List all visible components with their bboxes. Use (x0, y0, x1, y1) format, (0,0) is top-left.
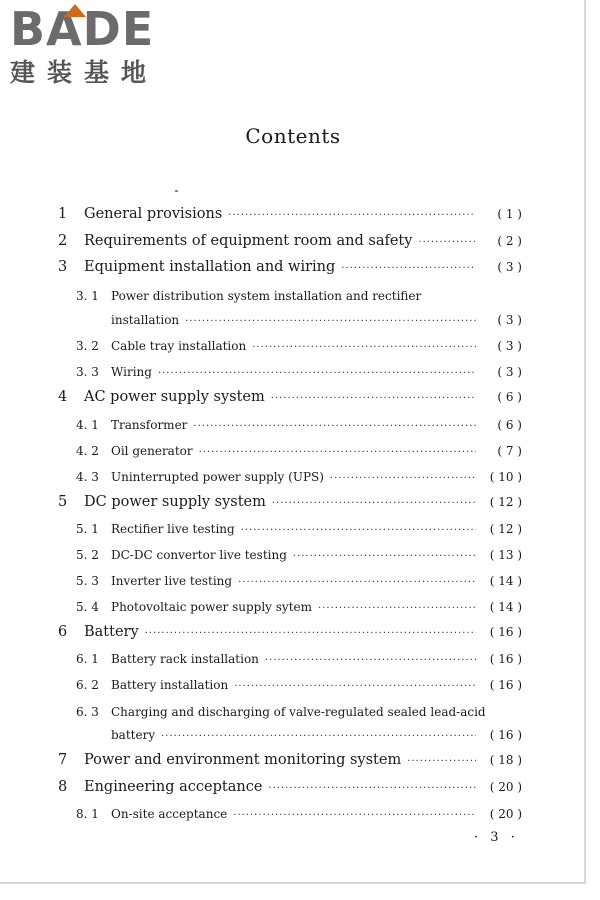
entry-label: Inverter live testing (111, 574, 233, 588)
dot-leader (265, 655, 476, 666)
entry-label: Equipment installation and wiring (84, 259, 336, 275)
entry-label-line1: Charging and discharging of valve-regulated sealed lead-acid (111, 705, 486, 719)
entry-number: 6. 2 (76, 678, 99, 692)
entry-number: 4. 3 (76, 470, 99, 484)
entry-label: Cable tray installation (111, 339, 247, 353)
dot-leader (341, 263, 476, 274)
dot-leader (318, 603, 476, 614)
toc-entry-3-1-line1[interactable] (76, 289, 522, 303)
entry-number: 3. 2 (76, 339, 99, 353)
toc-entry-4-2[interactable] (76, 444, 522, 458)
toc-entry-4-1[interactable] (76, 418, 522, 432)
entry-page: ( 16 ) (489, 625, 522, 639)
entry-number: 3. 3 (76, 365, 99, 379)
toc-entry-6-3-line1[interactable] (76, 705, 522, 719)
toc-entry-3-2[interactable] (76, 339, 522, 353)
entry-number: 5. 3 (76, 574, 99, 588)
entry-number: 6. 3 (76, 705, 99, 719)
entry-number: 5. 2 (76, 548, 99, 562)
toc-entry-6-3[interactable] (76, 728, 522, 742)
dot-leader (228, 210, 476, 221)
toc-entry-4[interactable] (58, 389, 522, 405)
entry-page: ( 3 ) (497, 260, 522, 274)
toc-entry-6[interactable] (58, 624, 522, 640)
logo-word: BADE (10, 2, 155, 56)
toc-entry-3-3[interactable] (76, 365, 522, 379)
entry-label: Power and environment monitoring system (84, 752, 402, 768)
entry-number: 4. 2 (76, 444, 99, 458)
entry-page: ( 14 ) (489, 600, 522, 614)
dot-leader (268, 783, 476, 794)
toc-entry-3[interactable] (58, 259, 522, 275)
toc-entry-5-3[interactable] (76, 574, 522, 588)
entry-page: ( 20 ) (489, 807, 522, 821)
toc-entry-2[interactable] (58, 233, 522, 249)
dot-leader (252, 342, 476, 353)
entry-page: ( 6 ) (497, 390, 522, 404)
toc-entry-7[interactable] (58, 752, 522, 768)
entry-label: On-site acceptance (111, 807, 228, 821)
entry-page: ( 16 ) (489, 678, 522, 692)
entry-number: 5. 4 (76, 600, 99, 614)
dot-leader (193, 421, 476, 432)
entry-number: 6. 1 (76, 652, 99, 666)
dot-leader (272, 498, 476, 509)
entry-page: ( 1 ) (497, 207, 522, 221)
dot-leader (234, 681, 476, 692)
entry-page: ( 12 ) (489, 495, 522, 509)
entry-number: 7 (58, 752, 68, 768)
entry-label: Wiring (111, 365, 152, 379)
entry-page: ( 13 ) (489, 548, 522, 562)
entry-label-line1: Power distribution system installation and rectifier (111, 289, 422, 303)
entry-label: AC power supply system (84, 389, 265, 405)
entry-page: ( 14 ) (489, 574, 522, 588)
entry-page: ( 16 ) (489, 728, 522, 742)
entry-page: ( 6 ) (497, 418, 522, 432)
toc-entry-1[interactable] (58, 206, 522, 222)
entry-page: ( 20 ) (489, 780, 522, 794)
entry-page: ( 3 ) (497, 313, 522, 327)
dot-leader (233, 810, 476, 821)
entry-page: ( 16 ) (489, 652, 522, 666)
entry-label: DC power supply system (84, 494, 266, 510)
dot-leader (185, 316, 476, 327)
entry-label: Transformer (111, 418, 188, 432)
entry-number: 5 (58, 494, 68, 510)
entry-label: Battery rack installation (111, 652, 259, 666)
toc-entry-5[interactable] (58, 494, 522, 510)
logo-accent-icon (64, 4, 86, 17)
stray-mark (175, 190, 178, 192)
dot-leader (161, 731, 476, 742)
entry-label: Photovoltaic power supply sytem (111, 600, 313, 614)
dot-leader (330, 473, 476, 484)
dot-leader (293, 551, 476, 562)
page-title: Contents (245, 124, 341, 148)
toc-entry-8-1[interactable] (76, 807, 522, 821)
entry-page: ( 7 ) (497, 444, 522, 458)
entry-label: Requirements of equipment room and safety (84, 233, 413, 249)
entry-page: ( 2 ) (497, 234, 522, 248)
dot-leader (418, 237, 476, 248)
dot-leader (145, 628, 476, 639)
toc-entry-4-3[interactable] (76, 470, 522, 484)
bade-logo (10, 4, 158, 88)
entry-number: 4 (58, 389, 68, 405)
entry-label: General provisions (84, 206, 223, 222)
entry-label: installation (111, 313, 180, 327)
entry-label: Rectifier live testing (111, 522, 235, 536)
entry-number: 8. 1 (76, 807, 99, 821)
entry-label: Uninterrupted power supply (UPS) (111, 470, 324, 484)
dot-leader (271, 393, 476, 404)
toc-entry-8[interactable] (58, 779, 522, 795)
entry-number: 1 (58, 206, 68, 222)
dot-leader (407, 756, 476, 767)
entry-label: DC-DC convertor live testing (111, 548, 287, 562)
entry-number: 3. 1 (76, 289, 99, 303)
entry-number: 2 (58, 233, 68, 249)
toc-entry-6-1[interactable] (76, 652, 522, 666)
entry-label: Battery installation (111, 678, 229, 692)
dot-leader (158, 368, 476, 379)
toc-entry-5-4[interactable] (76, 600, 522, 614)
dot-leader (241, 525, 476, 536)
entry-label: Engineering acceptance (84, 779, 263, 795)
entry-number: 8 (58, 779, 68, 795)
toc-entry-3-1[interactable] (76, 313, 522, 327)
entry-number: 5. 1 (76, 522, 99, 536)
entry-number: 4. 1 (76, 418, 99, 432)
toc-entry-5-1[interactable] (76, 522, 522, 536)
page-number: · 3 · (474, 830, 519, 845)
entry-page: ( 18 ) (489, 753, 522, 767)
logo-subtitle: 建装基地 (10, 58, 159, 87)
entry-page: ( 10 ) (489, 470, 522, 484)
entry-label: Oil generator (111, 444, 193, 458)
entry-number: 3 (58, 259, 68, 275)
entry-number: 6 (58, 624, 68, 640)
entry-page: ( 12 ) (489, 522, 522, 536)
entry-page: ( 3 ) (497, 365, 522, 379)
toc-entry-6-2[interactable] (76, 678, 522, 692)
toc-entry-5-2[interactable] (76, 548, 522, 562)
dot-leader (238, 577, 476, 588)
entry-page: ( 3 ) (497, 339, 522, 353)
entry-label: Battery (84, 624, 139, 640)
dot-leader (199, 447, 476, 458)
entry-label: battery (111, 728, 156, 742)
